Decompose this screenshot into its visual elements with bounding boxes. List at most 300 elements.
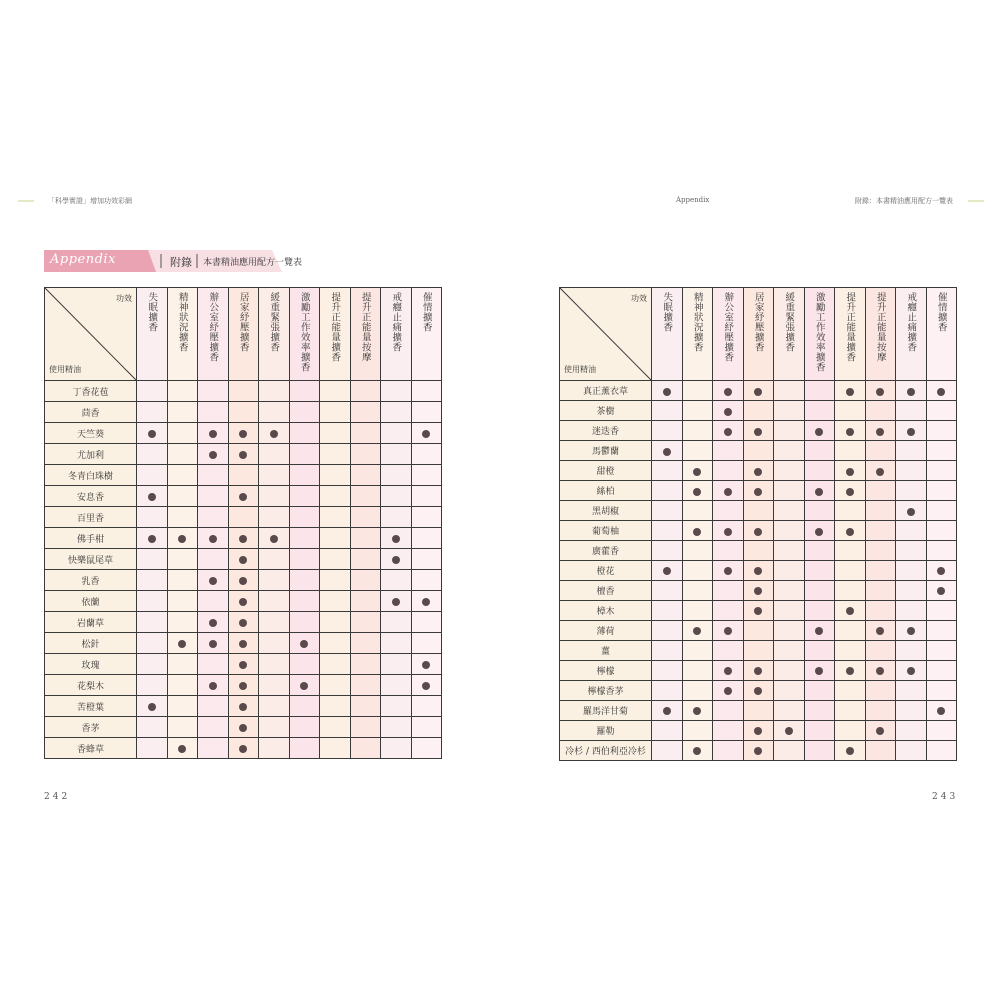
dot-mark: [846, 388, 854, 396]
right-oil-table: [559, 287, 957, 761]
dot-mark: [392, 535, 400, 543]
table-row: [45, 528, 442, 549]
mark-cell: [381, 612, 412, 633]
appendix-banner: [44, 250, 303, 272]
mark-cell: [835, 541, 866, 561]
table-row: [45, 696, 442, 717]
mark-cell: [381, 591, 412, 612]
mark-cell: [896, 521, 927, 541]
column-header-label: 精神狀況擴香: [176, 292, 188, 352]
table-row: [45, 738, 442, 759]
mark-cell: [743, 680, 774, 700]
mark-cell: [713, 580, 744, 600]
mark-cell: [896, 740, 927, 760]
dot-mark: [724, 428, 732, 436]
mark-cell: [743, 640, 774, 660]
mark-cell: [926, 381, 957, 401]
left-oil-table: [44, 287, 442, 759]
mark-cell: [865, 401, 896, 421]
mark-cell: [259, 486, 290, 507]
mark-cell: [713, 600, 744, 620]
dot-mark: [907, 667, 915, 675]
dot-mark: [937, 388, 945, 396]
dot-mark: [663, 567, 671, 575]
mark-cell: [774, 700, 805, 720]
mark-cell: [167, 570, 198, 591]
column-header-label: 居家紓壓擴香: [237, 292, 249, 352]
column-header: [198, 288, 229, 381]
mark-cell: [926, 481, 957, 501]
dot-mark: [754, 388, 762, 396]
mark-cell: [682, 620, 713, 640]
column-header: [137, 288, 168, 381]
mark-cell: [926, 560, 957, 580]
dot-mark: [876, 667, 884, 675]
column-header-label: 精神狀況擴香: [691, 292, 703, 352]
mark-cell: [167, 381, 198, 402]
table-row: [45, 612, 442, 633]
mark-cell: [411, 507, 442, 528]
dot-mark: [239, 619, 247, 627]
table-row: [560, 660, 957, 680]
mark-cell: [320, 444, 351, 465]
mark-cell: [896, 620, 927, 640]
table-row: [45, 465, 442, 486]
mark-cell: [137, 486, 168, 507]
mark-cell: [228, 654, 259, 675]
mark-cell: [743, 521, 774, 541]
mark-cell: [320, 633, 351, 654]
mark-cell: [865, 600, 896, 620]
mark-cell: [865, 580, 896, 600]
mark-cell: [289, 612, 320, 633]
mark-cell: [198, 402, 229, 423]
left-page-number: 242: [44, 792, 71, 802]
oil-name: 香茅: [45, 717, 137, 738]
mark-cell: [289, 486, 320, 507]
mark-cell: [259, 717, 290, 738]
mark-cell: [228, 717, 259, 738]
banner-title: 本書精油應用配方一覽表: [203, 258, 303, 268]
mark-cell: [198, 717, 229, 738]
mark-cell: [652, 501, 683, 521]
mark-cell: [320, 423, 351, 444]
dot-mark: [693, 747, 701, 755]
corner-effect-label: 功效: [116, 294, 132, 303]
dot-mark: [209, 535, 217, 543]
mark-cell: [682, 700, 713, 720]
table-row: [560, 401, 957, 421]
mark-cell: [137, 402, 168, 423]
mark-cell: [896, 441, 927, 461]
column-header-label: 失眠擴香: [661, 292, 673, 332]
mark-cell: [167, 549, 198, 570]
mark-cell: [137, 444, 168, 465]
mark-cell: [926, 580, 957, 600]
dot-mark: [148, 535, 156, 543]
mark-cell: [743, 381, 774, 401]
mark-cell: [774, 640, 805, 660]
mark-cell: [743, 720, 774, 740]
mark-cell: [289, 717, 320, 738]
mark-cell: [926, 521, 957, 541]
dot-mark: [815, 428, 823, 436]
mark-cell: [198, 570, 229, 591]
dot-mark: [724, 567, 732, 575]
dot-mark: [300, 682, 308, 690]
column-header: [682, 288, 713, 381]
mark-cell: [652, 680, 683, 700]
column-header-label: 提升正能量擴香: [844, 292, 856, 362]
oil-name: 迷迭香: [560, 421, 652, 441]
column-header: [896, 288, 927, 381]
mark-cell: [682, 501, 713, 521]
dot-mark: [907, 627, 915, 635]
table-row: [560, 421, 957, 441]
mark-cell: [682, 580, 713, 600]
mark-cell: [896, 720, 927, 740]
mark-cell: [350, 633, 381, 654]
mark-cell: [198, 486, 229, 507]
mark-cell: [835, 660, 866, 680]
table-row: [560, 541, 957, 561]
column-header: [926, 288, 957, 381]
mark-cell: [228, 612, 259, 633]
mark-cell: [350, 738, 381, 759]
mark-cell: [865, 541, 896, 561]
dot-mark: [239, 724, 247, 732]
table-row: [560, 461, 957, 481]
column-header: [167, 288, 198, 381]
dot-mark: [724, 388, 732, 396]
mark-cell: [682, 381, 713, 401]
mark-cell: [350, 402, 381, 423]
mark-cell: [774, 720, 805, 740]
mark-cell: [835, 501, 866, 521]
dot-mark: [209, 619, 217, 627]
dot-mark: [693, 707, 701, 715]
mark-cell: [865, 720, 896, 740]
mark-cell: [137, 738, 168, 759]
dot-mark: [937, 567, 945, 575]
oil-name: 羅馬洋甘菊: [560, 700, 652, 720]
mark-cell: [198, 423, 229, 444]
column-header-label: 居家紓壓擴香: [752, 292, 764, 352]
mark-cell: [411, 465, 442, 486]
mark-cell: [682, 401, 713, 421]
mark-cell: [228, 675, 259, 696]
oil-name: 絲柏: [560, 481, 652, 501]
oil-name: 馬鬱蘭: [560, 441, 652, 461]
mark-cell: [411, 633, 442, 654]
column-header-label: 戒癮止痛擴香: [905, 292, 917, 352]
table-row: [45, 717, 442, 738]
dot-mark: [815, 528, 823, 536]
left-running-header: 「科學實證」增加功效彩網: [48, 197, 132, 205]
dot-mark: [178, 745, 186, 753]
mark-cell: [137, 633, 168, 654]
column-header: [411, 288, 442, 381]
dot-mark: [422, 598, 430, 606]
corner-oil-label: 使用精油: [49, 365, 81, 374]
oil-name: 快樂鼠尾草: [45, 549, 137, 570]
mark-cell: [652, 401, 683, 421]
mark-cell: [350, 570, 381, 591]
column-header: [652, 288, 683, 381]
dot-mark: [754, 587, 762, 595]
mark-cell: [743, 501, 774, 521]
mark-cell: [896, 600, 927, 620]
oil-name: 乳香: [45, 570, 137, 591]
oil-name: 橙花: [560, 560, 652, 580]
mark-cell: [381, 570, 412, 591]
mark-cell: [926, 660, 957, 680]
oil-name: 冷杉 / 西伯利亞冷杉: [560, 740, 652, 760]
mark-cell: [865, 501, 896, 521]
oil-name: 樟木: [560, 600, 652, 620]
mark-cell: [198, 444, 229, 465]
dot-mark: [663, 388, 671, 396]
mark-cell: [259, 402, 290, 423]
mark-cell: [381, 738, 412, 759]
dot-mark: [785, 727, 793, 735]
mark-cell: [743, 560, 774, 580]
mark-cell: [682, 660, 713, 680]
table-row: [45, 402, 442, 423]
mark-cell: [682, 541, 713, 561]
mark-cell: [228, 633, 259, 654]
dot-mark: [907, 388, 915, 396]
mark-cell: [320, 675, 351, 696]
mark-cell: [865, 441, 896, 461]
mark-cell: [198, 738, 229, 759]
mark-cell: [137, 423, 168, 444]
mark-cell: [865, 640, 896, 660]
mark-cell: [137, 381, 168, 402]
corner-effect-label: 功效: [631, 294, 647, 303]
mark-cell: [865, 560, 896, 580]
mark-cell: [652, 481, 683, 501]
oil-name: 冬青白珠樹: [45, 465, 137, 486]
mark-cell: [926, 541, 957, 561]
fulu-label: 附錄: [170, 256, 192, 269]
mark-cell: [896, 481, 927, 501]
mark-cell: [652, 600, 683, 620]
mark-cell: [167, 528, 198, 549]
dot-mark: [209, 430, 217, 438]
dot-mark: [148, 430, 156, 438]
dot-mark: [270, 430, 278, 438]
mark-cell: [228, 465, 259, 486]
mark-cell: [804, 521, 835, 541]
mark-cell: [652, 381, 683, 401]
mark-cell: [774, 521, 805, 541]
mark-cell: [835, 441, 866, 461]
mark-cell: [350, 507, 381, 528]
mark-cell: [167, 612, 198, 633]
dot-mark: [876, 428, 884, 436]
mark-cell: [774, 660, 805, 680]
dot-mark: [937, 707, 945, 715]
table-row: [560, 600, 957, 620]
oil-name: 玫瑰: [45, 654, 137, 675]
mark-cell: [835, 560, 866, 580]
mark-cell: [713, 501, 744, 521]
dot-mark: [876, 388, 884, 396]
mark-cell: [835, 481, 866, 501]
mark-cell: [743, 620, 774, 640]
oil-name: 天竺葵: [45, 423, 137, 444]
oil-name: 百里香: [45, 507, 137, 528]
mark-cell: [896, 700, 927, 720]
table-row: [560, 441, 957, 461]
mark-cell: [411, 717, 442, 738]
column-header-label: 辦公室紓壓擴香: [207, 292, 219, 362]
mark-cell: [350, 591, 381, 612]
mark-cell: [259, 549, 290, 570]
mark-cell: [411, 570, 442, 591]
mark-cell: [411, 654, 442, 675]
column-header-label: 戒癮止痛擴香: [390, 292, 402, 352]
mark-cell: [713, 720, 744, 740]
mark-cell: [320, 654, 351, 675]
mark-cell: [198, 612, 229, 633]
dot-mark: [846, 428, 854, 436]
mark-cell: [259, 570, 290, 591]
mark-cell: [652, 541, 683, 561]
dot-mark: [724, 528, 732, 536]
oil-name: 尤加利: [45, 444, 137, 465]
mark-cell: [198, 507, 229, 528]
mark-cell: [350, 444, 381, 465]
mark-cell: [259, 423, 290, 444]
dot-mark: [815, 488, 823, 496]
dot-mark: [239, 430, 247, 438]
appendix-label: Appendix: [50, 252, 116, 267]
mark-cell: [350, 381, 381, 402]
mark-cell: [835, 720, 866, 740]
mark-cell: [228, 444, 259, 465]
dot-mark: [876, 727, 884, 735]
dot-mark: [239, 535, 247, 543]
dot-mark: [422, 682, 430, 690]
mark-cell: [137, 612, 168, 633]
oil-name: 茴香: [45, 402, 137, 423]
mark-cell: [713, 441, 744, 461]
mark-cell: [411, 591, 442, 612]
mark-cell: [682, 740, 713, 760]
mark-cell: [228, 696, 259, 717]
mark-cell: [411, 486, 442, 507]
mark-cell: [713, 560, 744, 580]
oil-name: 岩蘭草: [45, 612, 137, 633]
mark-cell: [137, 507, 168, 528]
mark-cell: [320, 549, 351, 570]
mark-cell: [228, 738, 259, 759]
mark-cell: [713, 421, 744, 441]
oil-name: 薄荷: [560, 620, 652, 640]
mark-cell: [198, 696, 229, 717]
mark-cell: [926, 501, 957, 521]
mark-cell: [259, 654, 290, 675]
column-header-label: 提升正能量擴香: [329, 292, 341, 362]
mark-cell: [167, 507, 198, 528]
mark-cell: [835, 381, 866, 401]
mark-cell: [652, 620, 683, 640]
mark-cell: [167, 465, 198, 486]
mark-cell: [865, 521, 896, 541]
mark-cell: [228, 570, 259, 591]
oil-name: 羅勒: [560, 720, 652, 740]
mark-cell: [774, 680, 805, 700]
table-row: [45, 591, 442, 612]
mark-cell: [774, 421, 805, 441]
mark-cell: [774, 501, 805, 521]
mark-cell: [865, 481, 896, 501]
mark-cell: [713, 680, 744, 700]
mark-cell: [381, 381, 412, 402]
mark-cell: [350, 717, 381, 738]
mark-cell: [350, 696, 381, 717]
mark-cell: [652, 441, 683, 461]
mark-cell: [926, 680, 957, 700]
dot-mark: [693, 528, 701, 536]
mark-cell: [743, 740, 774, 760]
mark-cell: [259, 444, 290, 465]
table-row: [45, 423, 442, 444]
mark-cell: [896, 541, 927, 561]
mark-cell: [682, 461, 713, 481]
mark-cell: [411, 675, 442, 696]
mark-cell: [320, 402, 351, 423]
dot-mark: [846, 528, 854, 536]
mark-cell: [682, 640, 713, 660]
mark-cell: [381, 486, 412, 507]
mark-cell: [228, 549, 259, 570]
mark-cell: [289, 465, 320, 486]
mark-cell: [774, 580, 805, 600]
mark-cell: [381, 507, 412, 528]
table-row: [560, 740, 957, 760]
column-header-label: 催情擴香: [420, 292, 432, 332]
table-row: [560, 501, 957, 521]
mark-cell: [381, 549, 412, 570]
dot-mark: [724, 488, 732, 496]
mark-cell: [137, 654, 168, 675]
dot-mark: [815, 627, 823, 635]
mark-cell: [289, 570, 320, 591]
mark-cell: [713, 700, 744, 720]
mark-cell: [320, 591, 351, 612]
mark-cell: [926, 441, 957, 461]
mark-cell: [713, 660, 744, 680]
dot-mark: [209, 577, 217, 585]
dot-mark: [754, 747, 762, 755]
mark-cell: [228, 486, 259, 507]
mark-cell: [774, 461, 805, 481]
mark-cell: [896, 560, 927, 580]
mark-cell: [137, 528, 168, 549]
dot-mark: [392, 598, 400, 606]
mark-cell: [743, 481, 774, 501]
mark-cell: [835, 620, 866, 640]
mark-cell: [865, 461, 896, 481]
mark-cell: [865, 680, 896, 700]
mark-cell: [926, 461, 957, 481]
oil-name: 佛手柑: [45, 528, 137, 549]
mark-cell: [835, 401, 866, 421]
table-row: [560, 640, 957, 660]
